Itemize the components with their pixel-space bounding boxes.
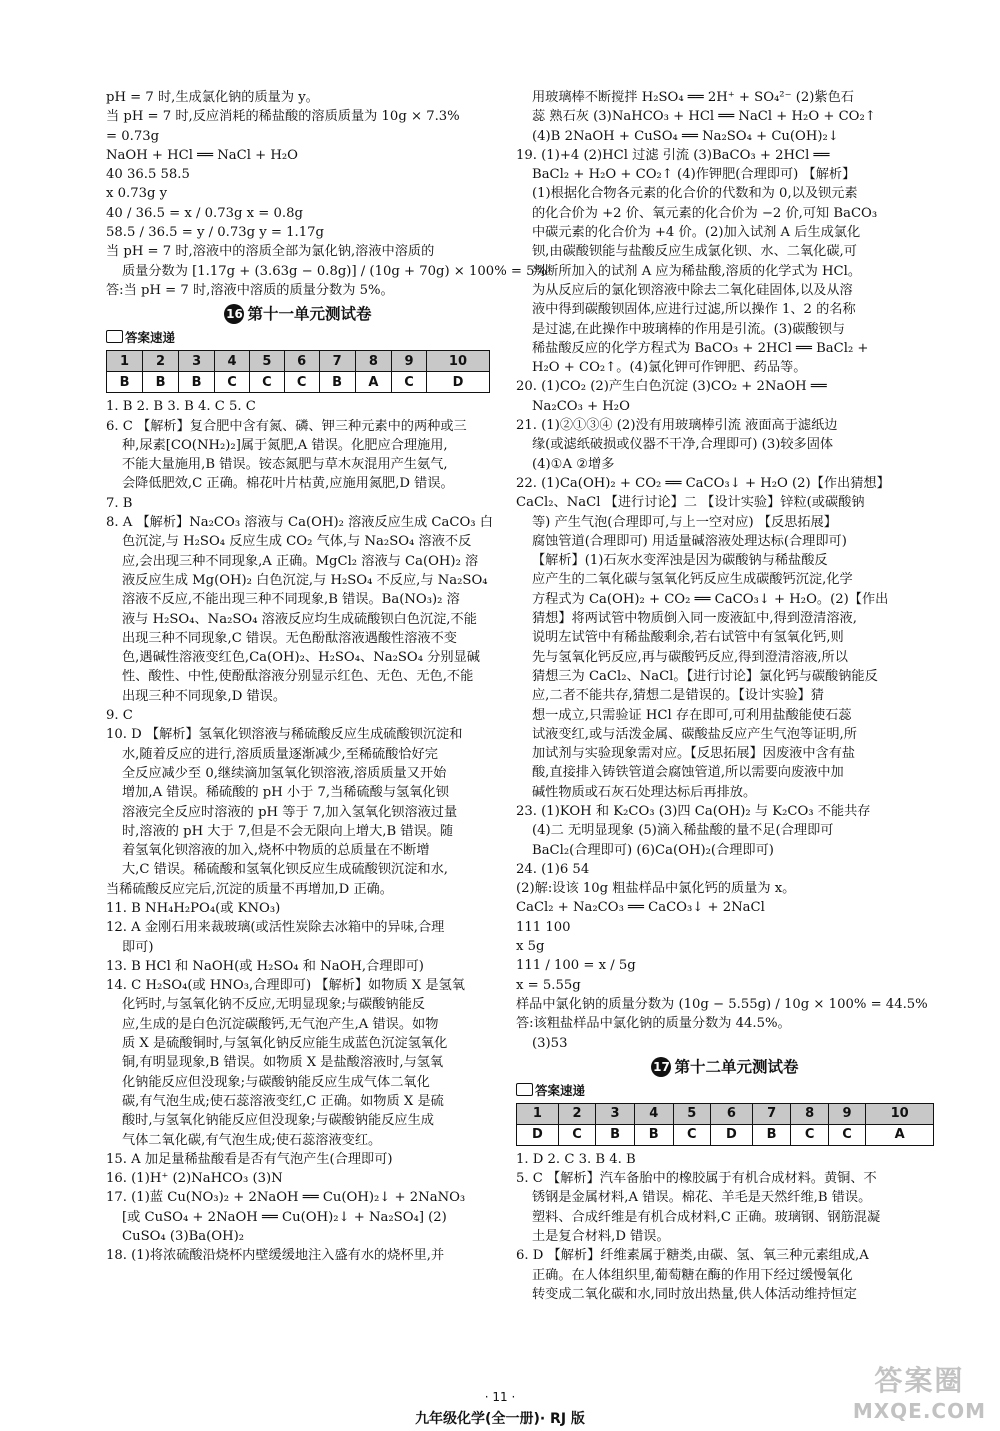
question-number-cell: 9 [392,351,427,372]
text-line: 为从反应后的氯化钡溶液中除去二氧化硅固体,以及从溶 [532,282,853,298]
text-line: 18. (1)将浓硫酸沿烧杯内壁缓缓地注入盛有水的烧杯里,并 [106,1248,445,1264]
answer-cell: C [284,372,319,393]
question-number-cell: 6 [284,351,319,372]
text-line: 当稀硫酸反应完后,沉淀的质量不再增加,D 正确。 [106,881,393,897]
question-number-cell: 8 [791,1103,828,1124]
text-line: H₂O + CO₂↑。(4)氯化钾可作钾肥、药品等。 [532,360,807,376]
text-line: 土是复合材料,D 错误。 [532,1229,670,1245]
left-body-text [106,397,493,1265]
text-line: 蕊 熟石灰 (3)NaHCO₃ + HCl ══ NaCl + H₂O + CO₂↑ [532,109,876,125]
text-line: 着氢氧化钡溶液的加入,烧杯中物质的总质量在不断增 [122,843,430,859]
text-line: CuSO₄ (3)Ba(OH)₂ [122,1229,245,1245]
text-line: 出现三种不同现象,C 错误。无色酚酞溶液遇酸性溶液不变 [122,630,457,646]
text-line: 质量分数为 [1.17g + (3.63g − 0.8g)] / (10g + 70g) × 100% = 5% [122,263,548,279]
text-line: 21. (1)②①③④ (2)没有用玻璃棒引流 液面高于滤纸边 [516,418,838,434]
answer-cell: A [866,1124,934,1145]
text-line: 液中得到碳酸钡固体,应进行过滤,所以操作 1、2 的名称 [532,302,856,318]
text-line: 20. (1)CO₂ (2)产生白色沉淀 (3)CO₂ + 2NaOH ══ [516,379,827,395]
text-line: 化钠能反应但没现象;与碳酸钠能反应生成气体二氧化 [122,1074,430,1090]
section-title-text: 第十二单元测试卷 [674,1057,799,1076]
book-title: 九年级化学(全一册)· RJ 版 [415,1411,585,1427]
section-title-17 [516,1055,934,1079]
text-line: 铜,有明显现象,B 错误。如物质 X 是盐酸溶液时,与氢氧 [122,1055,444,1071]
text-line: 大,C 错误。稀硫酸和氢氧化钡反应生成硫酸钡沉淀和水, [122,862,448,878]
text-line: 7. B [106,495,133,511]
text-line: 111 100 [516,919,571,935]
answer-cell: C [215,372,250,393]
text-line: 111 / 100 = x / 5g [516,958,636,974]
text-line: 正确。在人体组织里,葡萄糖在酶的作用下经过缓慢氧化 [532,1267,853,1283]
text-line: (1)根据化合物各元素的化合价的代数和为 0,以及钡元素 [532,186,858,202]
text-line: 样品中氯化钠的质量分数为 (10g − 5.55g) / 10g × 100% = 44.5% [516,996,928,1012]
answer-cell: D [426,372,489,393]
text-line: 用玻璃棒不断搅拌 H₂SO₄ ══ 2H⁺ + SO₄²⁻ (2)紫色石 [532,90,854,105]
text-line: 中碳元素的化合价为 +4 价。(2)加入试剂 A 后生成氯化 [532,225,861,241]
text-line: CaCl₂、NaCl 【进行讨论】二 【设计实验】锌粒(或碳酸钠 [516,495,865,511]
text-line: (3)53 [532,1035,568,1051]
banner-text: 答案速递 [535,1082,586,1098]
text-line: (4)①A ②增多 [532,456,615,472]
question-number-cell: 5 [249,351,284,372]
text-line: 缘(或滤纸破损或仪器不干净,合理即可) (3)较多固体 [532,437,834,453]
answer-cell: A [355,372,392,393]
text-line: 酸时,与氢氧化钠能反应但没现象;与碳酸钠能反应生成 [122,1113,434,1129]
answer-cell: B [179,372,215,393]
watermark-logo-text: 答案圈 [874,1364,965,1397]
answer-banner-17 [516,1081,934,1101]
text-line: 猜想】将两试管中物质倒入同一废液缸中,得到澄清溶液, [532,611,857,627]
answer-cell: B [596,1124,635,1145]
text-line: x 5g [516,939,545,955]
text-line: 色沉淀,与 H₂SO₄ 反应生成 CO₂ 气体,与 Na₂SO₄ 溶液不反 [122,534,472,550]
text-line: (4)二 无明显现象 (5)滴入稀盐酸的量不足(合理即可 [532,823,834,839]
text-line: 10. D 【解析】氢氧化钡溶液与稀硫酸反应生成硫酸钡沉淀和 [106,727,463,743]
text-line: 应,二者不能共存,猜想二是错误的。【设计实验】猜 [532,688,824,704]
text-line: 16. (1)H⁺ (2)NaHCO₃ (3)N [106,1171,283,1187]
question-number-cell: 3 [596,1103,635,1124]
text-line: 稀盐酸反应的化学方程式为 BaCO₃ + 2HCl ══ BaCl₂ + [532,340,869,356]
text-line: 液与 H₂SO₄、Na₂SO₄ 溶液反应均生成硫酸钡白色沉淀,不能 [122,611,477,627]
text-line: 化钙时,与氢氧化钠不反应,无明显现象;与碳酸钠能反 [122,997,425,1013]
answer-cell: C [392,372,427,393]
text-line: 性、酸性、中性,使酚酞溶液分别显示红色、无色、无色,不能 [122,669,474,685]
text-line: 8. A 【解析】Na₂CO₃ 溶液与 Ca(OH)₂ 溶液反应生成 CaCO₃ 白 [106,515,493,531]
text-line: 增加,A 错误。稀硫酸的 pH 小于 7,当稀硫酸与氢氧化钡 [122,785,449,801]
text-line: 转变成二氧化碳和水,同时放出热量,供人体活动维持恒定 [532,1286,857,1302]
answer-cell: B [319,372,355,393]
text-line: 判断所加入的试剂 A 应为稀盐酸,溶质的化学式为 HCl。 [532,263,862,279]
text-line: 气体二氧化碳,有气泡生成;使石蕊溶液变红。 [122,1132,382,1148]
watermark-url: MXQE.COM [852,1399,986,1423]
text-line: 当 pH = 7 时,溶液中的溶质全部为氯化钠,溶液中溶质的 [106,244,435,260]
answer-banner-16 [106,328,490,348]
text-line: 锈钢是金属材料,A 错误。棉花、羊毛是天然纤维,B 错误。 [532,1190,872,1206]
question-number-cell: 4 [634,1103,673,1124]
text-line: 全反应减少至 0,继续滴加氢氧化钡溶液,溶质质量又开始 [122,765,447,781]
banner-text: 答案速递 [125,330,176,346]
question-number-cell: 9 [828,1103,865,1124]
right-top-text [516,88,934,1053]
text-line: 说明左试管中有稀盐酸剩余,若右试管中有氢氧化钙,则 [532,630,844,646]
answer-cell: B [143,372,179,393]
text-line: 塑料、合成纤维是有机合成材料,C 正确。玻璃钢、钢筋混凝 [532,1209,881,1225]
text-line: 钡,由碳酸钡能与盐酸反应生成氯化钡、水、二氧化碳,可 [532,244,857,260]
text-line: BaCl₂ + H₂O + CO₂↑ (4)作钾肥(合理即可) 【解析】 [532,167,856,183]
text-line: 6. C 【解析】复合肥中含有氮、磷、钾三种元素中的两种或三 [106,418,467,434]
text-line: 种,尿素[CO(NH₂)₂]属于氮肥,A 错误。化肥应合理施用, [122,437,448,453]
text-line: 会降低肥效,C 正确。棉花叶片枯黄,应施用氮肥,D 错误。 [122,476,454,492]
text-line: 17. (1)蓝 Cu(NO₃)₂ + 2NaOH ══ Cu(OH)₂↓ + 2NaNO₃ [106,1190,466,1206]
question-number-cell: 3 [179,351,215,372]
text-line: 想一成立,只需验证 HCl 存在即可,可利用盐酸能使石蕊 [532,707,852,723]
question-number-cell: 8 [355,351,392,372]
text-line: 出现三种不同现象,D 错误。 [122,688,287,704]
page-number: · 11 · [484,1390,516,1404]
text-line: (4)B 2NaOH + CuSO₄ ══ Na₂SO₄ + Cu(OH)₂↓ [532,128,839,144]
text-line: 40 / 36.5 = x / 0.73g x = 0.8g [106,205,303,221]
text-line: 色,遇碱性溶液变红色,Ca(OH)₂、H₂SO₄、Na₂SO₄ 分别显碱 [122,650,480,666]
question-number-cell: 1 [517,1103,559,1124]
text-line: x 0.73g y [106,186,168,202]
text-line: 加试剂与实验现象需对应。【反思拓展】因废液中含有盐 [532,746,856,762]
text-line: 的化合价为 +2 价、氧元素的化合价为 −2 价,可知 BaCO₃ [532,205,878,221]
watermark [853,1359,986,1423]
text-line: (2)解:设该 10g 粗盐样品中氯化钙的质量为 x。 [516,881,796,897]
text-line: 时,溶液的 pH 大于 7,但是不会无限向上增大,B 错误。随 [122,823,454,839]
section-title-16 [106,302,490,326]
answer-cell: D [710,1124,752,1145]
text-line: NaOH + HCl ══ NaCl + H₂O [106,147,298,163]
text-line: 方程式为 Ca(OH)₂ + CO₂ ══ CaCO₃↓ + H₂O。(2)【作出 [532,591,889,607]
text-line: 答:该粗盐样品中氯化钠的质量分数为 44.5%。 [516,1016,791,1032]
text-line: 【解析】(1)石灰水变浑浊是因为碳酸钠与稀盐酸反 [532,553,828,569]
text-line: x = 5.55g [516,977,581,993]
text-line: 溶液完全反应时溶液的 pH 等于 7,加入氢氧化钡溶液过量 [122,804,458,820]
text-line: BaCl₂(合理即可) (6)Ca(OH)₂(合理即可) [532,842,774,858]
question-number-cell: 10 [866,1103,934,1124]
text-line: 答:当 pH = 7 时,溶液中溶质的质量分数为 5%。 [106,282,394,298]
text-line: Na₂CO₃ + H₂O [532,398,630,414]
text-line: 应产生的二氧化碳与氢氧化钙反应生成碳酸钙沉淀,化学 [532,572,853,588]
question-number-cell: 10 [426,351,489,372]
answer-cell: C [249,372,284,393]
answer-table-17 [516,1103,934,1146]
text-line: 12. A 金刚石用来裁玻璃(或活性炭除去冰箱中的异味,合理 [106,920,445,936]
text-line: 等) 产生气泡(合理即可,与上一空对应) 【反思拓展】 [532,514,837,530]
text-line: 9. C [106,708,133,724]
text-line: 是过滤,在此操作中玻璃棒的作用是引流。(3)碳酸钡与 [532,321,845,337]
text-line: 水,随着反应的进行,溶质质量逐渐减少,至稀硫酸恰好完 [122,746,438,762]
text-line: 当 pH = 7 时,反应消耗的稀盐酸的溶质质量为 10g × 7.3% [106,109,460,125]
text-line: 1. D 2. C 3. B 4. B [516,1151,636,1167]
text-line: 即可) [122,939,154,955]
answer-cell: C [673,1124,710,1145]
text-line: 猜想三为 CaCl₂、NaCl。【进行讨论】氯化钙与碳酸钠能反 [532,668,878,684]
section-title-text: 第十一单元测试卷 [247,305,372,324]
right-body-text [516,1150,934,1304]
book-icon [516,1083,533,1096]
text-line: 碱性物质或石灰石处理达标后再排放。 [532,784,757,800]
answer-cell: B [107,372,143,393]
text-line: [或 CuSO₄ + 2NaOH ══ Cu(OH)₂↓ + Na₂SO₄] (2) [122,1209,447,1225]
question-number-cell: 7 [752,1103,791,1124]
section-number-badge: 16 [224,304,244,324]
text-line: 58.5 / 36.5 = y / 0.73g y = 1.17g [106,225,324,241]
text-line: 11. B NH₄H₂PO₄(或 KNO₃) [106,900,281,916]
text-line: 不能大量施用,B 错误。铵态氮肥与草木灰混用产生氨气, [122,457,448,473]
text-line: 溶液不反应,不能出现三种不同现象,B 错误。Ba(NO₃)₂ 溶 [122,592,460,608]
text-line: 14. C H₂SO₄(或 HNO₃,合理即可) 【解析】如物质 X 是氢氧 [106,978,465,994]
text-line: 5. C 【解析】汽车备胎中的橡胶属于有机合成材料。黄铜、不 [516,1171,877,1187]
text-line: CaCl₂ + Na₂CO₃ ══ CaCO₃↓ + 2NaCl [516,900,765,916]
right-column [516,88,934,1304]
text-line: 19. (1)+4 (2)HCl 过滤 引流 (3)BaCO₃ + 2HCl ══ [516,147,830,163]
text-line: 40 36.5 58.5 [106,167,190,183]
text-line: 6. D 【解析】纤维素属于糖类,由碳、氢、氧三种元素组成,A [516,1248,869,1264]
text-line: 15. A 加足量稀盐酸看是否有气泡产生(合理即可) [106,1151,393,1167]
answer-cell: B [634,1124,673,1145]
question-number-cell: 4 [215,351,250,372]
text-line: 试液变红,或与活泼金属、碳酸盐反应产生气泡等证明,所 [532,726,857,742]
answer-cell: C [828,1124,865,1145]
text-line: 腐蚀管道(合理即可) 用适量碱溶液处理达标(合理即可) [532,533,847,549]
left-top-text [106,88,548,300]
answer-table-16 [106,350,490,393]
question-number-cell: 1 [107,351,143,372]
question-number-cell: 2 [143,351,179,372]
text-line: 13. B HCl 和 NaOH(或 H₂SO₄ 和 NaOH,合理即可) [106,958,424,974]
text-line: 22. (1)Ca(OH)₂ + CO₂ ══ CaCO₃↓ + H₂O (2)【作出猜想】 [516,475,890,491]
text-line: 应,生成的是白色沉淀碳酸钙,无气泡产生,A 错误。如物 [122,1016,439,1032]
text-line: pH = 7 时,生成氯化钠的质量为 y。 [106,90,319,105]
text-line: 液反应生成 Mg(OH)₂ 白色沉淀,与 H₂SO₄ 不反应,与 Na₂SO₄ [122,572,488,588]
text-line: 应,会出现三种不同现象,A 正确。MgCl₂ 溶液与 Ca(OH)₂ 溶 [122,553,479,569]
question-number-cell: 2 [558,1103,595,1124]
text-line: 24. (1)6 54 [516,861,590,877]
text-line: 1. B 2. B 3. B 4. C 5. C [106,399,256,415]
book-icon [106,330,123,343]
answer-cell: C [558,1124,595,1145]
section-number-badge: 17 [651,1057,671,1077]
answer-cell: B [752,1124,791,1145]
text-line: 酸,直接排入铸铁管道会腐蚀管道,所以需要向废液中加 [532,765,844,781]
text-line: = 0.73g [106,128,160,144]
text-line: 碳,有气泡生成;使石蕊溶液变红,C 正确。如物质 X 是硫 [122,1093,444,1109]
question-number-cell: 7 [319,351,355,372]
text-line: 先与氢氧化钙反应,再与碳酸钙反应,得到澄清溶液,所以 [532,649,848,665]
text-line: 23. (1)KOH 和 K₂CO₃ (3)四 Ca(OH)₂ 与 K₂CO₃ 不能共存 [516,803,871,819]
answer-cell: D [517,1124,559,1145]
answer-cell: C [791,1124,828,1145]
question-number-cell: 5 [673,1103,710,1124]
text-line: 质 X 是硫酸铜时,与氢氧化钠反应能生成蓝色沉淀氢氧化 [122,1036,448,1052]
question-number-cell: 6 [710,1103,752,1124]
